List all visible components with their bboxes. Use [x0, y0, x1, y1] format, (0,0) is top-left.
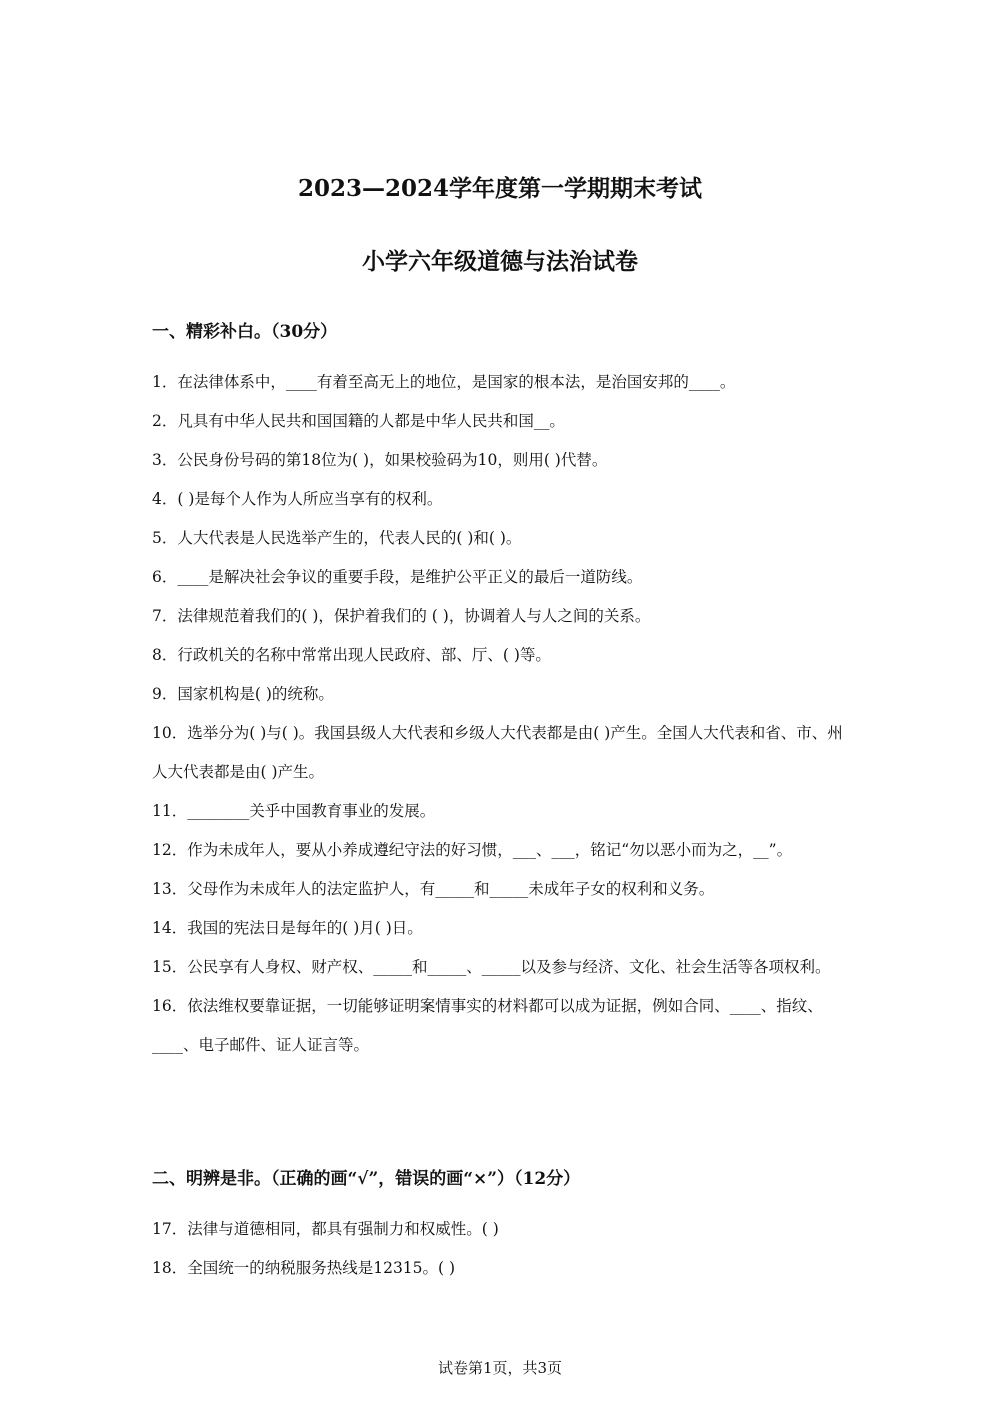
question-item: 7．法律规范着我们的( )，保护着我们的 ( )，协调着人与人之间的关系。	[152, 607, 651, 625]
question-list-fill-in	[152, 363, 852, 1065]
question-item: 4．( )是每个人作为人所应当享有的权利。	[152, 490, 443, 508]
exam-title: 2023—2024学年度第一学期期末考试	[297, 175, 703, 202]
question-item: 15．公民享有人身权、财产权、_____和_____、_____以及参与经济、文化、社会生活等各项权利。	[152, 958, 831, 976]
question-item: 16．依法维权要靠证据，一切能够证明案情事实的材料都可以成为证据，例如合同、____、指纹、____、电子邮件、证人证言等。	[152, 997, 823, 1054]
page-footer: 试卷第1页，共3页	[437, 1359, 563, 1377]
question-item: 14．我国的宪法日是每年的( )月( )日。	[152, 919, 423, 937]
question-item: 1．在法律体系中，____有着至高无上的地位，是国家的根本法，是治国安邦的____。	[152, 373, 736, 391]
question-item: 9．国家机构是( )的统称。	[152, 685, 334, 703]
question-item: 12．作为未成年人，要从小养成遵纪守法的好习惯，___、___，铭记“勿以恶小而为之，__”。	[152, 841, 793, 859]
question-item: 10．选举分为( )与( )。我国县级人大代表和乡级人大代表都是由( )产生。全国人大代表和省、市、州人大代表都是由( )产生。	[152, 724, 843, 781]
question-item: 11．________关乎中国教育事业的发展。	[152, 802, 436, 820]
exam-subtitle: 小学六年级道德与法治试卷	[362, 248, 638, 275]
question-list-true-false	[152, 1210, 852, 1288]
question-item: 17．法律与道德相同，都具有强制力和权威性。( )	[152, 1220, 499, 1238]
section-heading-fill-in: 一、精彩补白。（30分）	[152, 322, 338, 342]
question-item: 13．父母作为未成年人的法定监护人，有_____和_____未成年子女的权利和义务。	[152, 880, 715, 898]
question-item: 5．人大代表是人民选举产生的，代表人民的( )和( )。	[152, 529, 522, 547]
question-item: 8．行政机关的名称中常常出现人民政府、部、厅、( )等。	[152, 646, 551, 664]
question-item: 2．凡具有中华人民共和国国籍的人都是中华人民共和国__。	[152, 412, 565, 430]
section-heading-true-false: 二、明辨是非。（正确的画“√”，错误的画“×”）（12分）	[152, 1169, 581, 1189]
question-item: 6．____是解决社会争议的重要手段，是维护公平正义的最后一道防线。	[152, 568, 643, 586]
question-item: 3．公民身份号码的第18位为( )，如果校验码为10，则用( )代替。	[152, 451, 608, 469]
question-item: 18．全国统一的纳税服务热线是12315。( )	[152, 1259, 456, 1277]
